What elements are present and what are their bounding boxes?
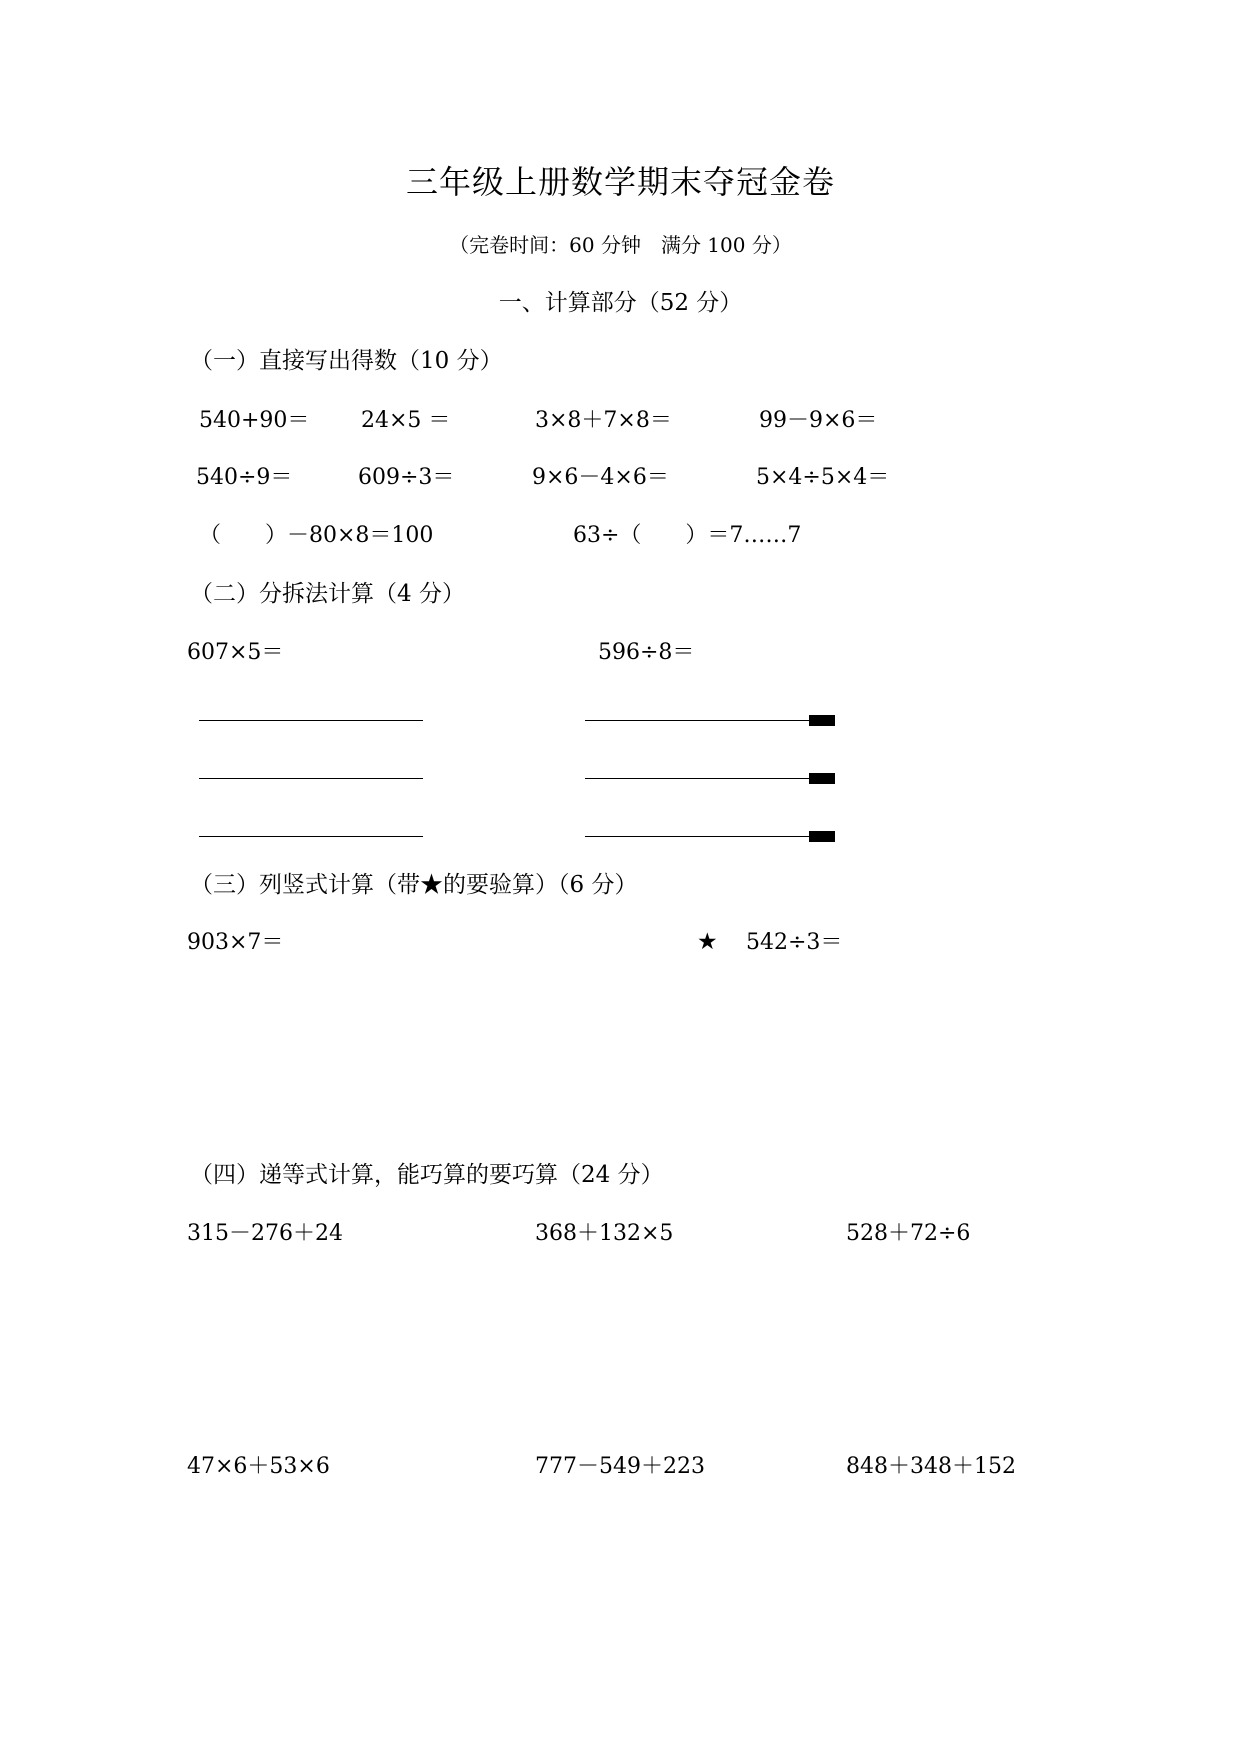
stepwise-problem: 368＋132×5 xyxy=(535,1221,674,1246)
fill-blank-problem: （ ）－80×8＝100 xyxy=(199,523,434,548)
line-end-mark xyxy=(809,831,835,842)
stepwise-problem: 777－549＋223 xyxy=(535,1454,705,1479)
split-problem: 596÷8＝ xyxy=(598,640,695,665)
page-title: 三年级上册数学期末夺冠金卷 xyxy=(405,163,835,201)
line-end-mark xyxy=(809,773,835,784)
part-title: 一、计算部分（52 分） xyxy=(498,290,743,316)
stepwise-problem: 528＋72÷6 xyxy=(846,1221,971,1246)
star-icon: ★ xyxy=(697,929,718,955)
oral-problem: 5×4÷5×4＝ xyxy=(756,465,890,490)
oral-problem: 99－9×6＝ xyxy=(759,408,878,433)
fill-blank-problem: 63÷（ ）＝7……7 xyxy=(573,523,802,548)
stepwise-problem: 848＋348＋152 xyxy=(846,1454,1016,1479)
oral-problem: 540÷9＝ xyxy=(196,465,293,490)
oral-problem: 540+90＝ xyxy=(199,408,310,433)
section3-heading: （三）列竖式计算（带★的要验算）（6 分） xyxy=(190,872,638,898)
stepwise-problem: 315－276＋24 xyxy=(187,1221,343,1246)
answer-line xyxy=(199,836,423,837)
answer-line xyxy=(585,836,811,837)
section2-heading: （二）分拆法计算（4 分） xyxy=(190,581,465,607)
answer-line xyxy=(585,778,811,779)
vertical-problem: 542÷3＝ xyxy=(746,930,843,955)
answer-line xyxy=(199,778,423,779)
section4-heading: （四）递等式计算，能巧算的要巧算（24 分） xyxy=(190,1162,664,1188)
vertical-problem: 903×7＝ xyxy=(187,930,284,955)
oral-problem: 9×6－4×6＝ xyxy=(532,465,669,490)
oral-problem: 24×5 ＝ xyxy=(361,408,451,433)
stepwise-problem: 47×6＋53×6 xyxy=(187,1454,330,1479)
split-problem: 607×5＝ xyxy=(187,640,284,665)
section1-heading: （一）直接写出得数（10 分） xyxy=(190,348,503,374)
answer-line xyxy=(199,720,423,721)
line-end-mark xyxy=(809,715,835,726)
oral-problem: 609÷3＝ xyxy=(358,465,455,490)
answer-line xyxy=(585,720,811,721)
oral-problem: 3×8＋7×8＝ xyxy=(535,408,672,433)
exam-info: （完卷时间：60 分钟 满分 100 分） xyxy=(449,233,792,257)
